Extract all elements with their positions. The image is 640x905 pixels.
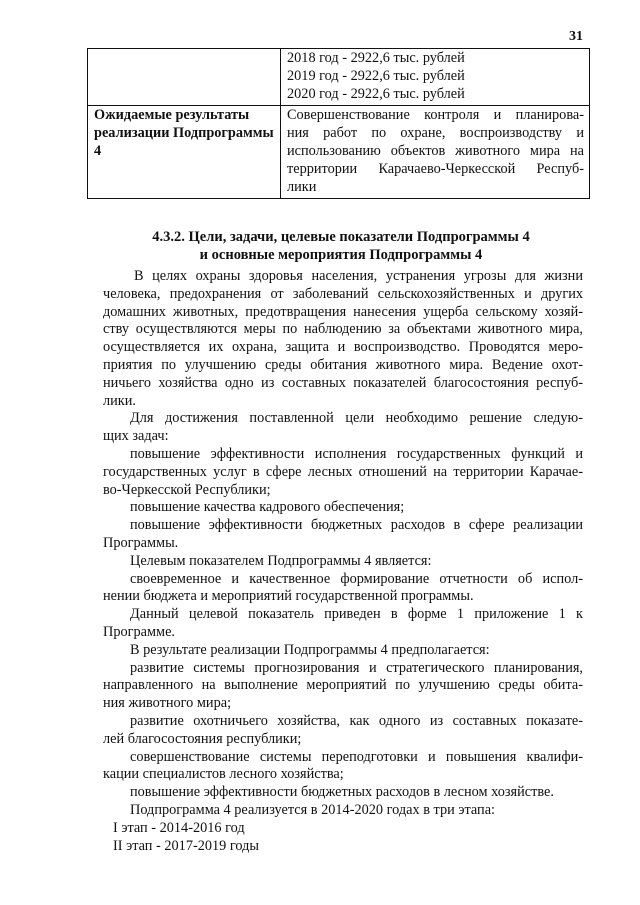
section-heading-line-1: 4.3.2. Цели, задачи, целевые показатели Подпрограммы 4 bbox=[152, 229, 530, 245]
body-line: Для достижения поставленной цели необходимо решение следую- bbox=[130, 410, 583, 427]
body-paragraph bbox=[103, 410, 583, 446]
body-line: своевременное и качественное формирование отчетности об испол- bbox=[130, 570, 583, 587]
body-line: лей благосостояния республики; bbox=[103, 730, 302, 747]
body-line: развитие охотничьего хозяйства, как одного из составных показате- bbox=[130, 712, 583, 729]
expected-results-line: ния работ по охране, воспроизводству и bbox=[287, 125, 584, 142]
body-line: лики. bbox=[103, 392, 136, 409]
body-line: домашних животных, предотвращения нанесения ущерба сельскому хозяй- bbox=[103, 303, 583, 320]
expected-results-line: Совершенствование контроля и планирова- bbox=[287, 107, 584, 124]
body-paragraph bbox=[113, 819, 583, 838]
body-line: щих задач: bbox=[103, 428, 169, 445]
funding-year-2018: 2018 год - 2922,6 тыс. рублей bbox=[287, 50, 465, 66]
body-line: приятия по улучшению среды обитания животного мира. Ведение охот- bbox=[103, 356, 583, 373]
body-line: Целевым показателем Подпрограммы 4 является: bbox=[130, 552, 432, 569]
body-line: кации специалистов лесного хозяйства; bbox=[103, 766, 344, 783]
body-line: I этап - 2014-2016 год bbox=[113, 819, 245, 836]
body-line: Данный целевой показатель приведен в форме 1 приложение 1 к bbox=[130, 606, 583, 623]
page-number: 31 bbox=[569, 29, 583, 44]
body-line: ству осуществляются меры по наблюдению за объектами животного мира, bbox=[103, 321, 583, 338]
section-heading-line-2: и основные мероприятия Подпрограммы 4 bbox=[199, 246, 483, 263]
body-line: ничьего хозяйства одно из составных показателей благосостояния респуб- bbox=[103, 374, 583, 391]
body-line: совершенствование системы переподготовки и повышения квалифи- bbox=[130, 748, 583, 765]
body-paragraph bbox=[103, 712, 583, 749]
funding-label-cell bbox=[88, 49, 281, 106]
funding-year-2019: 2019 год - 2922,6 тыс. рублей bbox=[287, 67, 465, 84]
body-line: Программы. bbox=[103, 534, 179, 551]
body-paragraph bbox=[117, 784, 583, 802]
expected-results-line: использованию объектов животного мира на bbox=[287, 142, 584, 159]
body-paragraph bbox=[117, 553, 583, 571]
body-paragraph bbox=[103, 748, 583, 785]
funding-values-cell bbox=[281, 49, 590, 106]
body-line: Подпрограмма 4 реализуется в 2014-2020 годах в три этапа: bbox=[130, 801, 496, 818]
expected-results-text bbox=[281, 106, 590, 199]
body-paragraph bbox=[103, 268, 583, 410]
body-line: повышение эффективности бюджетных расходов в лесном хозяйстве. bbox=[130, 784, 554, 801]
body-line: ния животного мира; bbox=[103, 695, 232, 712]
funding-row bbox=[88, 49, 590, 106]
body-line: Программе. bbox=[103, 623, 175, 640]
body-text bbox=[103, 268, 583, 855]
body-line: II этап - 2017-2019 годы bbox=[113, 837, 260, 854]
expected-results-label: Ожидаемые результаты реализации Подпрограммы 4 bbox=[88, 106, 281, 199]
body-paragraph bbox=[113, 837, 583, 856]
body-line: В результате реализации Подпрограммы 4 предполагается: bbox=[130, 641, 490, 658]
body-paragraph bbox=[103, 606, 583, 642]
expected-results-row bbox=[88, 106, 590, 199]
body-line: осуществляется их охрана, защита и воспроизводство. Проводятся меро- bbox=[103, 339, 583, 356]
body-paragraph bbox=[103, 445, 583, 499]
body-line: человека, предохранения от заболеваний сельскохозяйственных и других bbox=[103, 285, 583, 302]
body-line: во-Черкесской Республики; bbox=[103, 481, 271, 498]
body-line: развитие системы прогнозирования и стратегического планирования, bbox=[130, 659, 583, 676]
body-paragraph bbox=[117, 802, 583, 820]
funding-year-2020: 2020 год - 2922,6 тыс. рублей bbox=[287, 85, 465, 102]
expected-results-line: лики bbox=[287, 178, 317, 195]
body-paragraph bbox=[103, 517, 583, 553]
body-line: повышение эффективности исполнения государственных функций и bbox=[130, 445, 583, 462]
body-paragraph bbox=[103, 659, 583, 713]
body-line: направленного на выполнение мероприятий по улучшению среды обита- bbox=[103, 677, 583, 694]
body-paragraph bbox=[117, 642, 583, 660]
section-heading bbox=[92, 229, 590, 265]
body-paragraph bbox=[117, 499, 583, 517]
expected-results-line: территории Карачаево-Черкесской Респуб- bbox=[287, 160, 584, 177]
body-line: повышение качества кадрового обеспечения; bbox=[130, 499, 405, 516]
body-line: государственных услуг в сфере лесных отношений на территории Карачае- bbox=[103, 463, 583, 480]
passport-table bbox=[87, 48, 590, 199]
body-paragraph bbox=[103, 570, 583, 607]
body-line: В целях охраны здоровья населения, устранения угрозы для жизни bbox=[134, 268, 583, 284]
body-line: повышение эффективности бюджетных расходов в сфере реализации bbox=[130, 517, 583, 534]
body-line: нении бюджета и мероприятий государственной программы. bbox=[103, 588, 474, 605]
